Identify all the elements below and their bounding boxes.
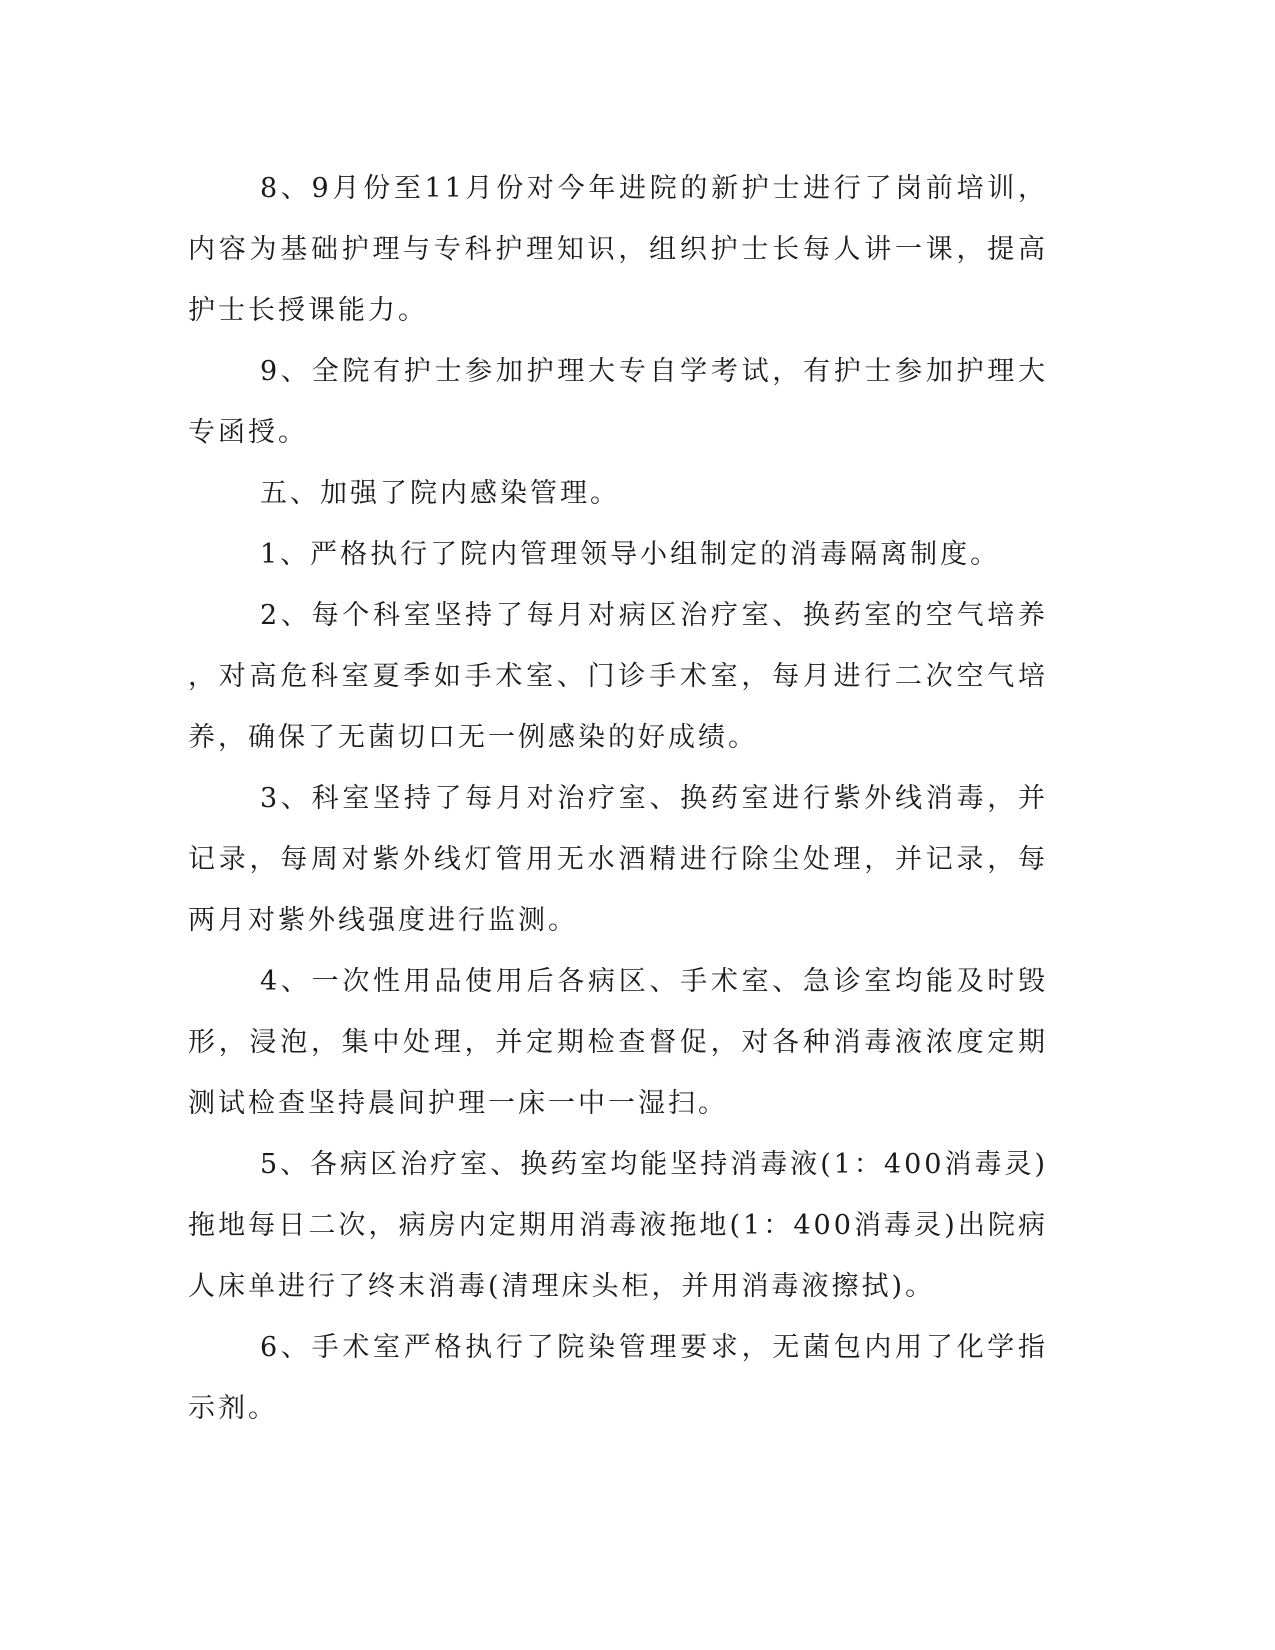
paragraph-9-nursing-exams: 9、全院有护士参加护理大专自学考试，有护士参加护理大专函授。 (188, 356, 1048, 448)
document-body (188, 158, 1048, 1439)
paragraph-8-new-nurse-training: 8、9月份至11月份对今年进院的新护士进行了岗前培训，内容为基础护理与专科护理知识，组织护士长每人讲一课，提高护士长授课能力。 (188, 173, 1048, 326)
section-heading-infection-management: 五、加强了院内感染管理。 (260, 478, 620, 509)
paragraph-2-air-culture: 2、每个科室坚持了每月对病区治疗室、换药室的空气培养，对高危科室夏季如手术室、门诊手术室，每月进行二次空气培养，确保了无菌切口无一例感染的好成绩。 (188, 600, 1048, 753)
paragraph-6-operating-room: 6、手术室严格执行了院染管理要求，无菌包内用了化学指示剂。 (188, 1332, 1048, 1424)
paragraph-3-uv-disinfection: 3、科室坚持了每月对治疗室、换药室进行紫外线消毒，并记录，每周对紫外线灯管用无水酒精进行除尘处理，并记录，每两月对紫外线强度进行监测。 (188, 783, 1048, 936)
paragraph-1-disinfection-policy: 1、严格执行了院内管理领导小组制定的消毒隔离制度。 (260, 539, 1001, 570)
paragraph-5-floor-disinfection: 5、各病区治疗室、换药室均能坚持消毒液(1：400消毒灵)拖地每日二次，病房内定期用消毒液拖地(1：400消毒灵)出院病人床单进行了终末消毒(清理床头柜，并用消毒液擦拭)。 (188, 1149, 1048, 1302)
paragraph-4-disposables: 4、一次性用品使用后各病区、手术室、急诊室均能及时毁形，浸泡，集中处理，并定期检查督促，对各种消毒液浓度定期测试检查坚持晨间护理一床一中一湿扫。 (188, 966, 1048, 1119)
